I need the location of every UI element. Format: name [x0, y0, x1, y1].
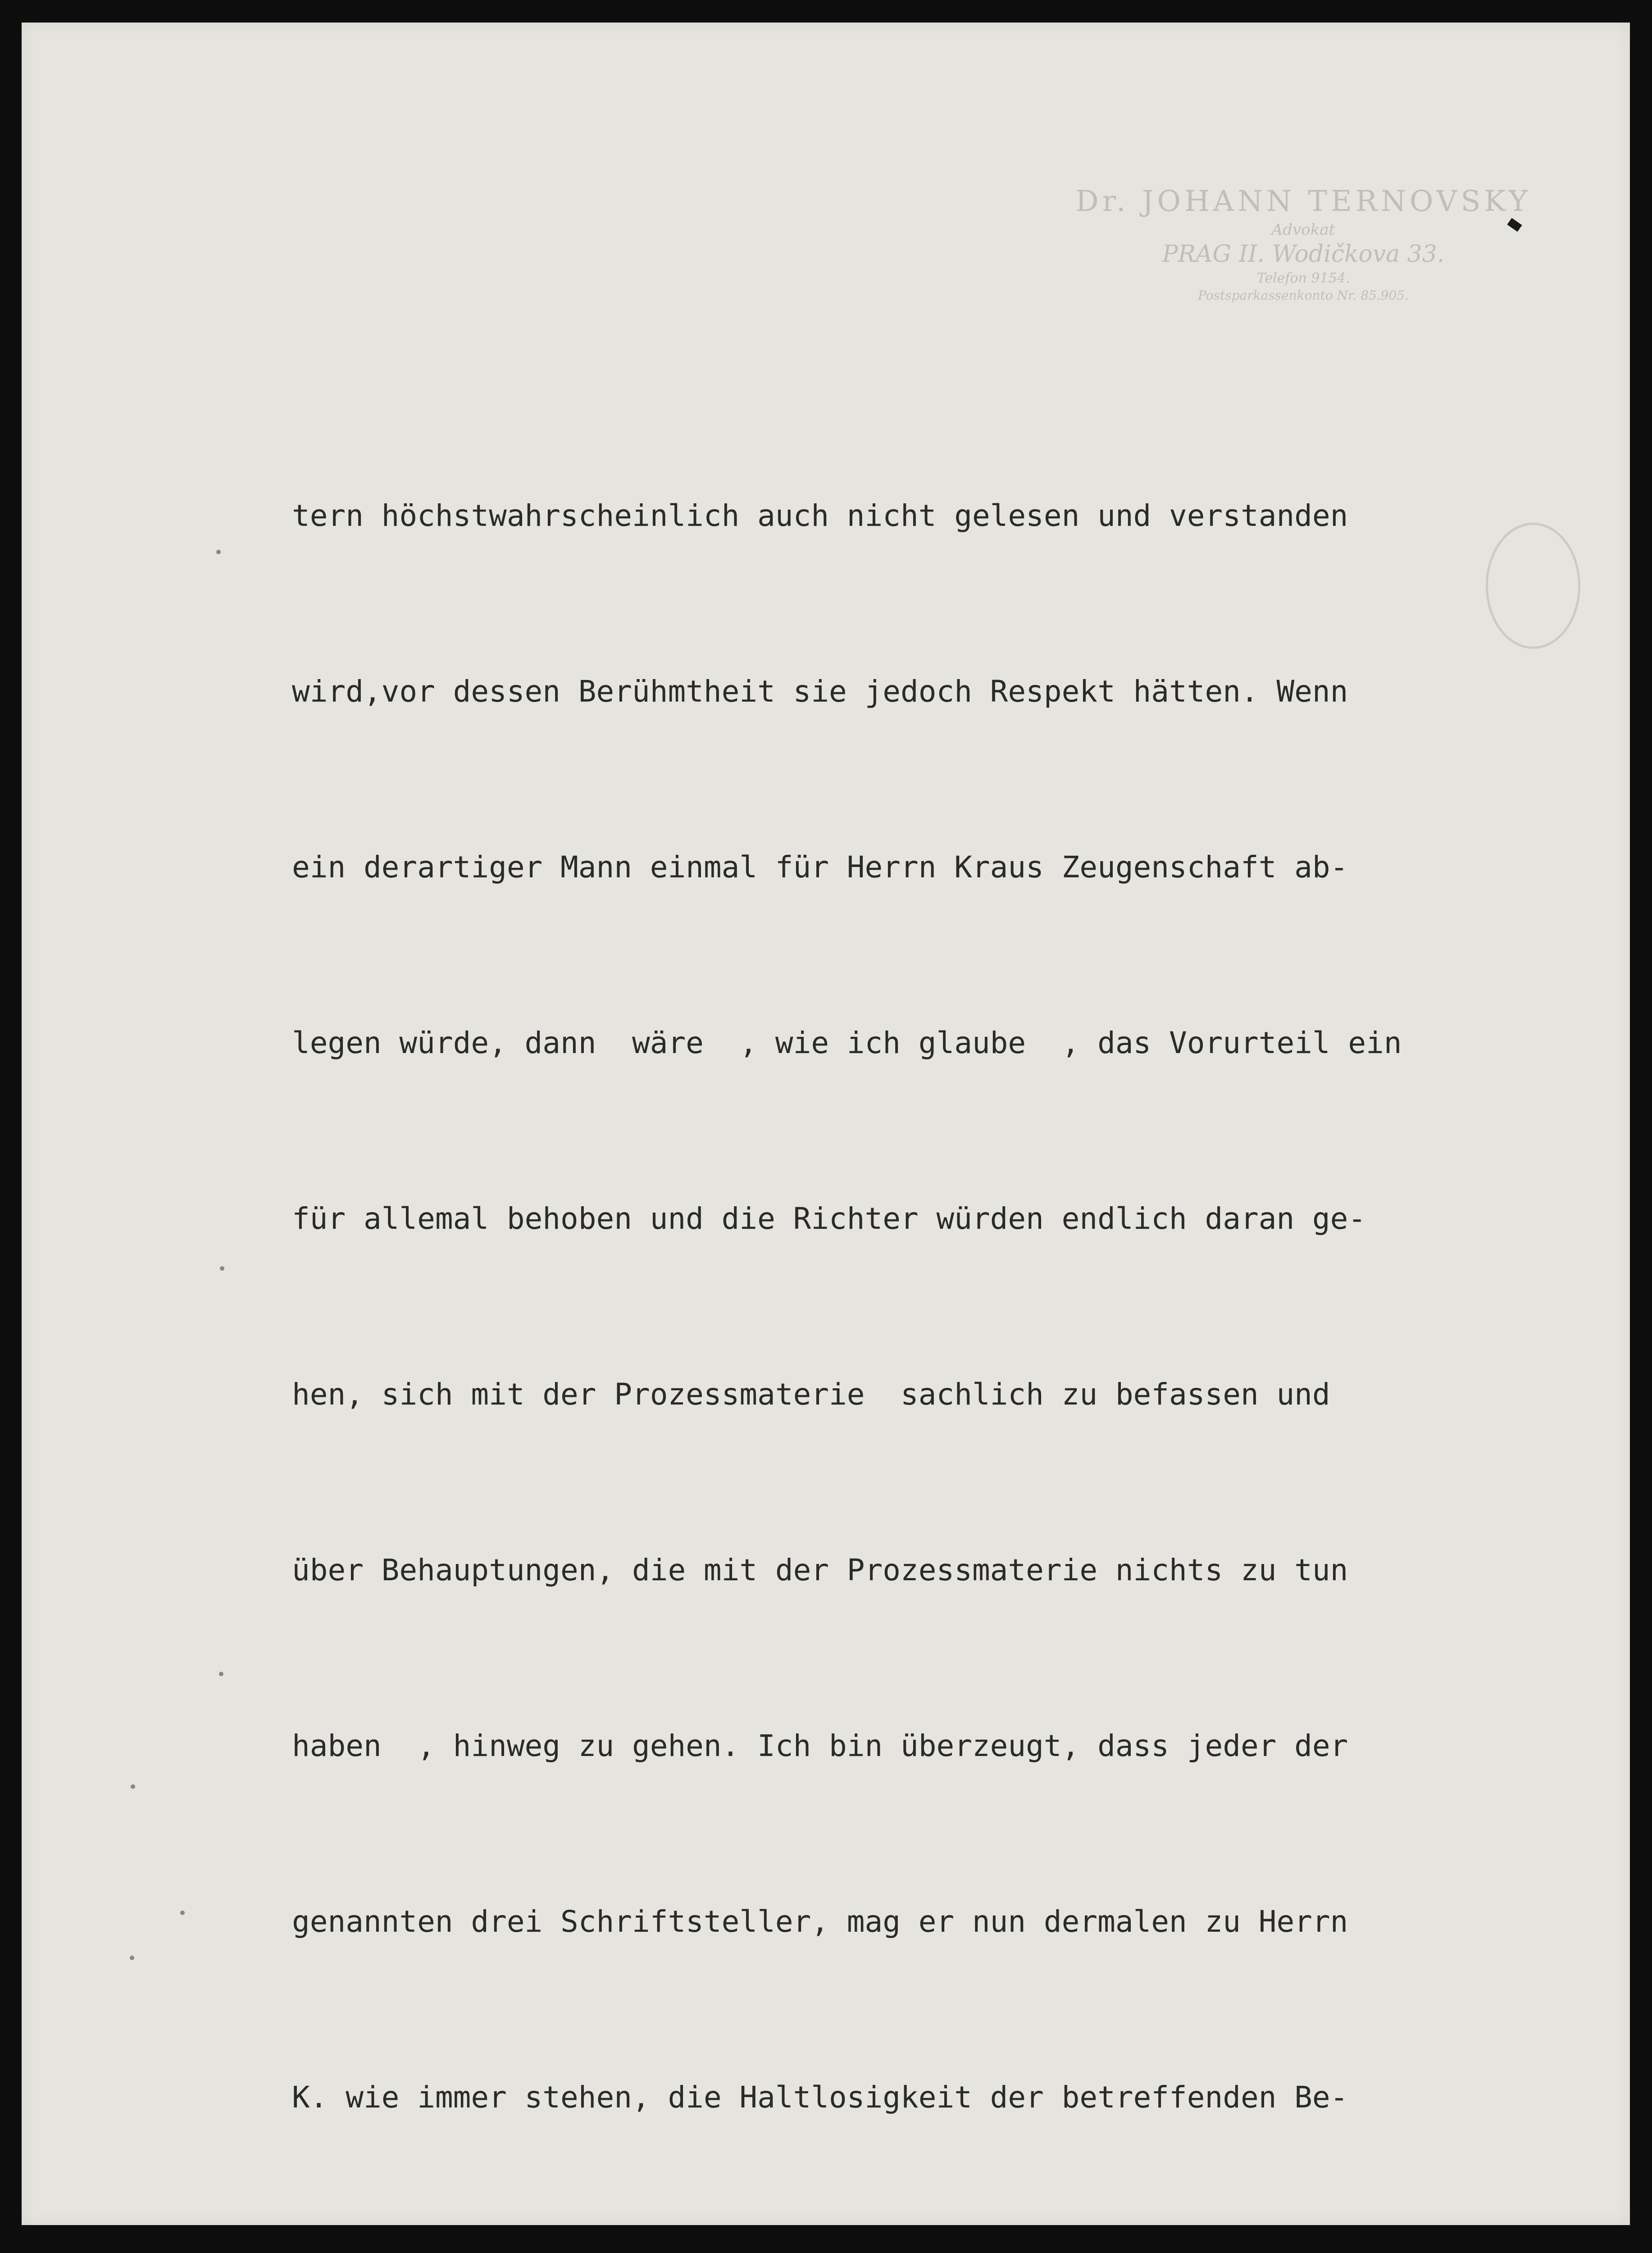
letterhead-phone: Telefon 9154. — [1256, 270, 1350, 286]
body-line: legen würde, dann wäre , wie ich glaube , das Vorurteil ein — [292, 1026, 1402, 1060]
margin-dot — [216, 550, 221, 554]
body-line: haben , hinweg zu gehen. Ich bin überzeugt, dass jeder der — [292, 1729, 1348, 1763]
body-line: für allemal behoben und die Richter würden endlich daran ge- — [292, 1201, 1366, 1236]
margin-dot — [131, 1784, 135, 1789]
body-line: über Behauptungen, die mit der Prozessmaterie nichts zu tun — [292, 1553, 1348, 1587]
margin-dot — [130, 1956, 134, 1960]
letterhead-role: Advokat — [1271, 221, 1335, 239]
body-line: genannten drei Schriftsteller, mag er nun dermalen zu Herrn — [292, 1904, 1348, 1939]
body-line: hen, sich mit der Prozessmaterie sachlich zu befassen und — [292, 1377, 1330, 1412]
body-line: ein derartiger Mann einmal für Herrn Kraus Zeugenschaft ab- — [292, 850, 1348, 885]
letterhead-address: PRAG II. Wodičkova 33. — [1162, 241, 1445, 268]
body-line: wird,vor dessen Berühmtheit sie jedoch Respekt hätten. Wenn — [292, 674, 1348, 709]
letterhead-name: Dr. JOHANN TERNOVSKY — [1075, 185, 1531, 218]
margin-dot — [220, 1266, 224, 1271]
letterhead-account: Postsparkassenkonto Nr. 85.905. — [1198, 288, 1409, 303]
letter-body — [292, 369, 1598, 2253]
margin-dot — [219, 1672, 223, 1676]
letterhead — [1071, 185, 1535, 303]
body-line — [292, 2244, 1598, 2253]
body-line: tern höchstwahrscheinlich auch nicht gelesen und verstanden — [292, 498, 1348, 533]
margin-dot — [180, 1911, 185, 1915]
body-line: K. wie immer stehen, die Haltlosigkeit der betreffenden Be- — [292, 2080, 1348, 2115]
